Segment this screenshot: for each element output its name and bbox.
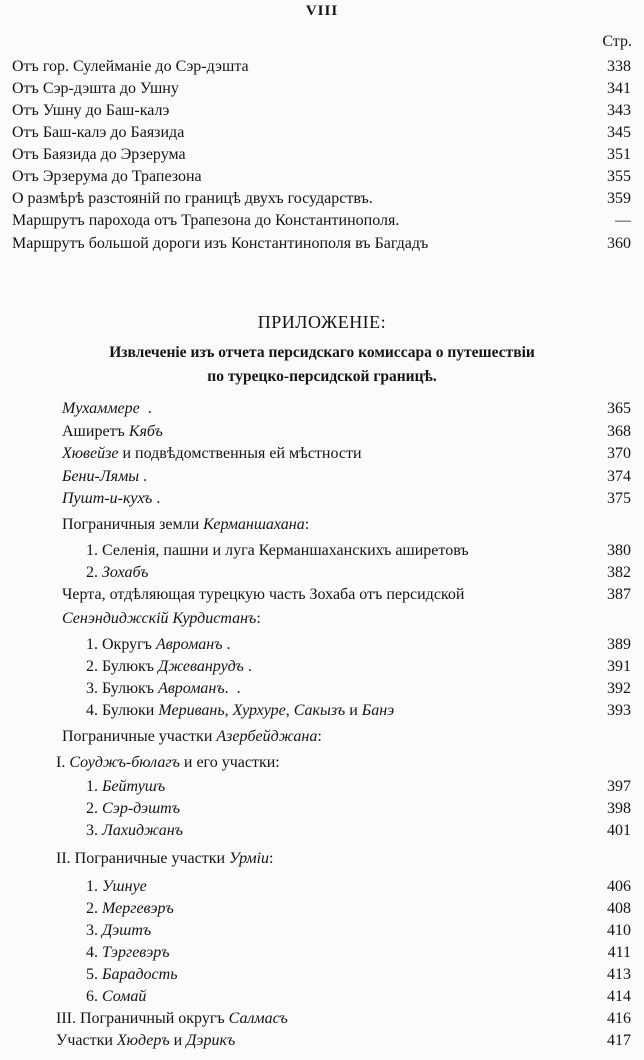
toc-entry — [0, 898, 644, 920]
toc-entry-page: 391 — [607, 658, 631, 675]
toc-entry-page: 345 — [607, 124, 631, 141]
entry-text: . — [243, 658, 252, 675]
toc-entry — [0, 1008, 644, 1030]
place-name: Бейтушъ — [102, 778, 166, 795]
entry-text: . . — [224, 680, 241, 697]
toc-entry-page: 360 — [607, 235, 631, 252]
entry-text: , — [285, 702, 294, 719]
place-name: Соуджъ-бюлагъ — [69, 754, 180, 771]
place-name: Сакызъ — [293, 702, 346, 719]
toc-entry — [0, 700, 644, 722]
toc-entry — [0, 188, 644, 210]
entry-text: . — [139, 468, 148, 485]
toc-entry — [0, 920, 644, 942]
toc-entry — [0, 820, 644, 842]
entry-text: 2. — [86, 900, 102, 917]
toc-entry-page: 392 — [607, 680, 631, 697]
toc-entry — [0, 678, 644, 700]
toc-entry — [0, 798, 644, 820]
place-name: Тэргевэръ — [102, 944, 170, 961]
entry-text: Пограничные участки — [62, 728, 217, 745]
appendix-subtitle-line-1: Извлеченіе изъ отчета персидскаго комиссара о путешествіи — [109, 344, 535, 361]
entry-text: 2. Булюкъ — [86, 658, 159, 675]
toc-entry-page: 343 — [607, 102, 631, 119]
entry-text: : — [304, 516, 310, 533]
entry-text: . — [152, 490, 161, 507]
toc-entry — [0, 964, 644, 986]
toc-entry — [0, 56, 644, 78]
toc-entry — [0, 78, 644, 100]
toc-entry — [0, 540, 644, 562]
toc-entry-title — [56, 848, 273, 870]
toc-entry-page: 341 — [607, 80, 631, 97]
toc-entry-title — [86, 634, 231, 656]
entry-text: II. Пограничные участки — [56, 850, 230, 867]
place-name: Дэрикъ — [186, 1032, 236, 1049]
entry-text: 1. — [86, 778, 102, 795]
toc-entry-page: 398 — [607, 800, 631, 817]
page-column-header: Стр. — [602, 33, 632, 50]
place-name: Банэ — [361, 702, 395, 719]
toc-entry — [0, 776, 644, 798]
toc-entry-page: 406 — [607, 878, 631, 895]
place-name: Сомай — [102, 988, 147, 1005]
entry-text: 1. Селенія, пашни и луга Керманшаханскихъ аширетовъ — [86, 542, 469, 559]
toc-entry-title: Отъ Эрзерума до Трапезона — [12, 168, 202, 185]
appendix-subtitle-line-2: по турецко-персидской границѣ. — [207, 368, 437, 385]
place-name: Авроманъ — [155, 636, 223, 653]
place-name: Авроманъ — [158, 680, 225, 697]
toc-entry-title — [86, 562, 148, 584]
entry-text: 4. — [86, 944, 102, 961]
appendix-heading: ПРИЛОЖЕНІЕ: — [257, 312, 387, 332]
toc-entry-title — [62, 421, 163, 443]
entry-text: Участки — [56, 1032, 117, 1049]
place-name: Бени-Лямы — [62, 468, 140, 485]
toc-entry-page: 351 — [607, 146, 631, 163]
toc-entry-page: 410 — [607, 922, 631, 939]
toc-entry — [0, 514, 644, 536]
place-name: Мергевэръ — [102, 900, 174, 917]
toc-entry-page: 380 — [607, 542, 631, 559]
toc-entry-page: 416 — [607, 1010, 631, 1027]
entry-text: : — [317, 728, 322, 745]
toc-entry-title — [56, 1008, 288, 1030]
place-name: Пушт-и-кухъ — [62, 490, 153, 507]
toc-entry — [0, 233, 644, 255]
toc-entry-title — [86, 986, 146, 1008]
entry-text: и — [345, 702, 362, 719]
toc-entry-page: 374 — [607, 468, 631, 485]
toc-entry — [0, 166, 644, 188]
toc-entry — [0, 986, 644, 1008]
toc-entry-page: 411 — [607, 944, 631, 961]
place-name: Джеванрудъ — [158, 658, 244, 675]
toc-entry-title — [86, 776, 165, 798]
toc-entry-page: 365 — [607, 400, 631, 417]
toc-entry-page: 417 — [607, 1032, 631, 1049]
place-name: Ушнуе — [102, 878, 147, 895]
entry-text: Аширетъ — [62, 423, 129, 440]
entry-text: Пограничныя земли — [62, 516, 204, 533]
toc-entry-title — [62, 608, 261, 630]
toc-entry-title — [56, 1030, 235, 1052]
place-name: Дэштъ — [102, 922, 152, 939]
entry-text: 4. Булюки — [86, 702, 159, 719]
toc-entry-title — [86, 876, 147, 898]
entry-text: : — [256, 610, 261, 627]
entry-text: 1. — [86, 878, 102, 895]
place-name: Меривань — [158, 702, 225, 719]
toc-entry-title — [62, 443, 362, 465]
toc-entry-page: 408 — [607, 900, 631, 917]
place-name: Хюдеръ — [116, 1032, 170, 1049]
entry-text: 2. — [86, 564, 102, 581]
toc-entry-page: — — [615, 212, 631, 229]
toc-entry-page: 370 — [607, 445, 631, 462]
place-name: Сенэндиджскій Курдистанъ — [62, 610, 257, 627]
entry-text: 2. — [86, 800, 102, 817]
entry-text: 3. — [86, 822, 102, 839]
place-name: Азербейджана — [216, 728, 318, 745]
toc-entry-page: 387 — [607, 586, 631, 603]
entry-text: I. — [56, 754, 70, 771]
toc-entry — [0, 562, 644, 584]
entry-text: 6. — [86, 988, 102, 1005]
toc-entry-title — [86, 920, 151, 942]
entry-text: 3. Булюкъ — [86, 680, 159, 697]
toc-entry-title — [56, 752, 280, 774]
toc-entry — [0, 752, 644, 774]
entry-text: и подвѣдомственныя ей мѣстности — [118, 445, 362, 462]
place-name: Барадость — [102, 966, 178, 983]
toc-entry-title — [86, 700, 394, 722]
toc-entry — [0, 608, 644, 630]
toc-entry-page: 382 — [607, 564, 631, 581]
toc-entry-title — [62, 726, 322, 748]
entry-text: 3. — [86, 922, 102, 939]
place-name: Лахиджанъ — [102, 822, 183, 839]
toc-entry-page: 338 — [607, 58, 631, 75]
toc-entry — [0, 466, 644, 488]
toc-entry-title — [86, 798, 180, 820]
toc-entry — [0, 876, 644, 898]
toc-entry-page: 359 — [607, 190, 631, 207]
place-name: Салмасъ — [228, 1010, 288, 1027]
place-name: Кябъ — [128, 423, 163, 440]
place-name: Сэр-дэштъ — [102, 800, 181, 817]
toc-entry-page: 393 — [607, 702, 631, 719]
toc-entry-title — [86, 964, 177, 986]
toc-entry-title — [62, 488, 160, 510]
entry-text: 1. Округъ — [86, 636, 156, 653]
place-name: Керманшахана — [203, 516, 305, 533]
toc-entry — [0, 210, 644, 232]
toc-entry-title: Маршрутъ большой дороги изъ Константинополя въ Багдадъ — [12, 235, 429, 252]
entry-text: III. Пограничный округъ — [56, 1010, 229, 1027]
toc-entry-title — [62, 584, 464, 606]
toc-entry-title: Отъ гор. Сулейманіе до Сэр-дэшта — [12, 58, 249, 75]
toc-entry-title: Отъ Сэр-дэшта до Ушну — [12, 80, 179, 97]
toc-entry-title — [86, 678, 241, 700]
entry-text: , — [224, 702, 233, 719]
toc-entry-title — [86, 820, 183, 842]
toc-entry — [0, 144, 644, 166]
toc-entry-title — [62, 466, 147, 488]
toc-entry — [0, 488, 644, 510]
place-name: Хурхуре — [232, 702, 286, 719]
toc-entry-page: 375 — [607, 490, 631, 507]
toc-entry — [0, 848, 644, 870]
toc-entry — [0, 656, 644, 678]
toc-entry — [0, 1030, 644, 1052]
toc-entry-title — [62, 398, 152, 420]
toc-entry — [0, 942, 644, 964]
toc-entry-title: Отъ Баязида до Эрзерума — [12, 146, 186, 163]
toc-entry — [0, 443, 644, 465]
toc-entry-title — [86, 898, 174, 920]
toc-entry-page: 413 — [607, 966, 631, 983]
toc-entry-page: 389 — [607, 636, 631, 653]
toc-entry — [0, 726, 644, 748]
toc-entry-title: Маршрутъ парохода отъ Трапезона до Константинополя. — [12, 212, 400, 229]
page-number: VIII — [305, 3, 339, 19]
toc-entry-title: Отъ Баш-калэ до Баязида — [12, 124, 185, 141]
place-name: Хювейзе — [62, 445, 119, 462]
place-name: Зохабъ — [102, 564, 149, 581]
toc-entry-title — [86, 540, 469, 562]
toc-entry-page: 397 — [607, 778, 631, 795]
toc-entry-title: О размѣрѣ разстояній по границѣ двухъ государствъ. — [12, 190, 373, 207]
entry-text: : — [269, 850, 274, 867]
toc-entry-page: 414 — [607, 988, 631, 1005]
entry-text: и его участки: — [179, 754, 280, 771]
toc-entry-page: 368 — [607, 423, 631, 440]
entry-text: Черта, отдѣляющая турецкую часть Зохаба отъ персидской — [62, 586, 465, 603]
toc-entry — [0, 100, 644, 122]
place-name: Урміи — [229, 850, 270, 867]
entry-text: и — [169, 1032, 187, 1049]
toc-entry — [0, 634, 644, 656]
toc-entry-page: 355 — [607, 168, 631, 185]
toc-entry — [0, 122, 644, 144]
toc-entry — [0, 398, 644, 420]
entry-text: . — [222, 636, 231, 653]
toc-entry-title — [62, 514, 309, 536]
toc-entry-title — [86, 942, 170, 964]
toc-entry-title: Отъ Ушну до Баш-калэ — [12, 102, 170, 119]
toc-entry — [0, 584, 644, 606]
entry-text: 5. — [86, 966, 102, 983]
toc-entry-title — [86, 656, 252, 678]
entry-text: . — [139, 400, 152, 417]
place-name: Мухаммере — [62, 400, 140, 417]
toc-entry — [0, 421, 644, 443]
toc-entry-page: 401 — [607, 822, 631, 839]
